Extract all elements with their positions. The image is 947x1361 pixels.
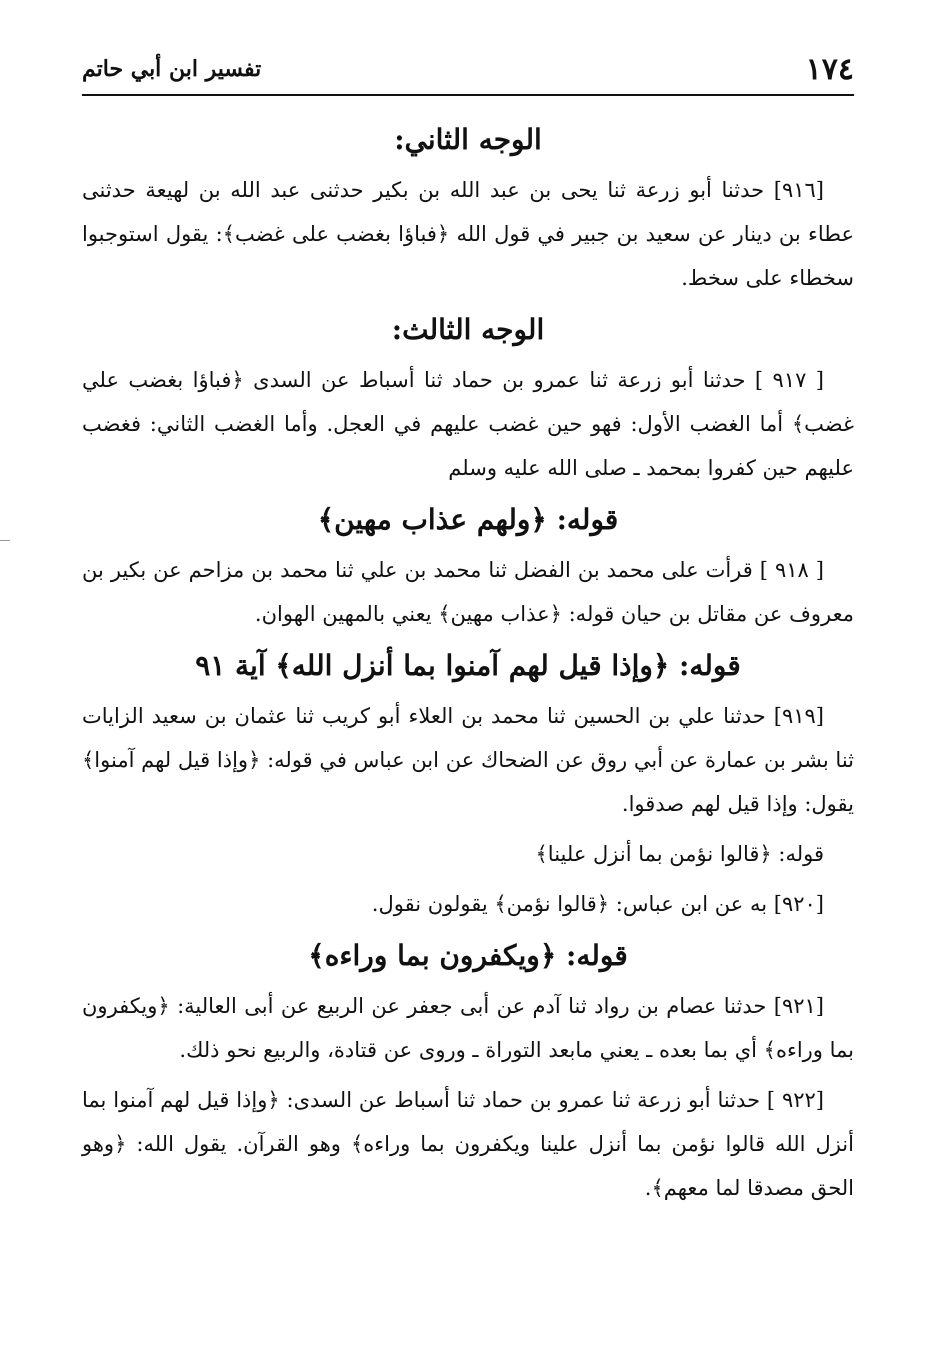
narration-921: [٩٢١] حدثنا عصام بن رواد ثنا آدم عن أبى جعفر عن الربيع عن أبى العالية: ﴿ويكفرون بما وراءه﴾ أي بما بعده ـ يعني مابعد التوراة ـ وروى عن قتادة، والربيع نحو ذلك. xyxy=(82,994,854,1062)
section-heading-third-view: الوجه الثالث: xyxy=(391,313,545,346)
page-body xyxy=(82,110,854,1216)
section-heading-disbelieve: قوله: ﴿ويكفرون بما وراءه﴾ xyxy=(308,939,628,972)
margin-mark xyxy=(0,540,10,541)
book-title: تفسير ابن أبي حاتم xyxy=(82,56,262,82)
page-number: ١٧٤ xyxy=(805,51,854,87)
quote-line: قوله: ﴿قالوا نؤمن بما أنزل علينا﴾ xyxy=(535,842,824,866)
section-heading-verse-91: قوله: ﴿وإذا قيل لهم آمنوا بما أنزل الله﴾ آية ٩١ xyxy=(195,649,741,682)
narration-917: [ ٩١٧ ] حدثنا أبو زرعة ثنا عمرو بن حماد ثنا أسباط عن السدى ﴿فباؤا بغضب علي غضب﴾ أما الغضب الأول: فهو حين غضب عليهم في العجل. وأما الغضب الثاني: فغضب عليهم حين كفروا بمحمد ـ صلى الله عليه وسلم xyxy=(82,368,854,480)
section-heading-humiliating-punishment: قوله: ﴿ولهم عذاب مهين﴾ xyxy=(317,503,619,536)
narration-920: [٩٢٠] به عن ابن عباس: ﴿قالوا نؤمن﴾ يقولون نقول. xyxy=(371,892,824,916)
narration-918: [ ٩١٨ ] قرأت على محمد بن الفضل ثنا محمد بن علي ثنا محمد بن مزاحم عن بكير بن معروف عن مقاتل بن حيان قوله: ﴿عذاب مهين﴾ يعني بالمهين الهوان. xyxy=(82,558,854,626)
narration-922: [٩٢٢ ] حدثنا أبو زرعة ثنا عمرو بن حماد ثنا أسباط عن السدى: ﴿وإذا قيل لهم آمنوا بما أنزل الله قالوا نؤمن بما أنزل علينا ويكفرون بما وراءه﴾ وهو القرآن. يقول الله: ﴿وهو الحق مصدقا لما معهم﴾. xyxy=(82,1088,854,1200)
page-header xyxy=(82,44,854,96)
narration-916: [٩١٦] حدثنا أبو زرعة ثنا يحى بن عبد الله بن بكير حدثنى عبد الله بن لهيعة حدثنى عطاء بن دينار عن سعيد بن جبير في قول الله ﴿فباؤا بغضب على غضب﴾: يقول استوجبوا سخطاء على سخط. xyxy=(82,178,854,290)
narration-919: [٩١٩] حدثنا علي بن الحسين ثنا محمد بن العلاء أبو كريب ثنا عثمان بن سعيد الزايات ثنا بشر بن عمارة عن أبي روق عن الضحاك عن ابن عباس في قوله: ﴿وإذا قيل لهم آمنوا﴾ يقول: وإذا قيل لهم صدقوا. xyxy=(82,704,854,816)
section-heading-second-view: الوجه الثاني: xyxy=(394,123,542,156)
